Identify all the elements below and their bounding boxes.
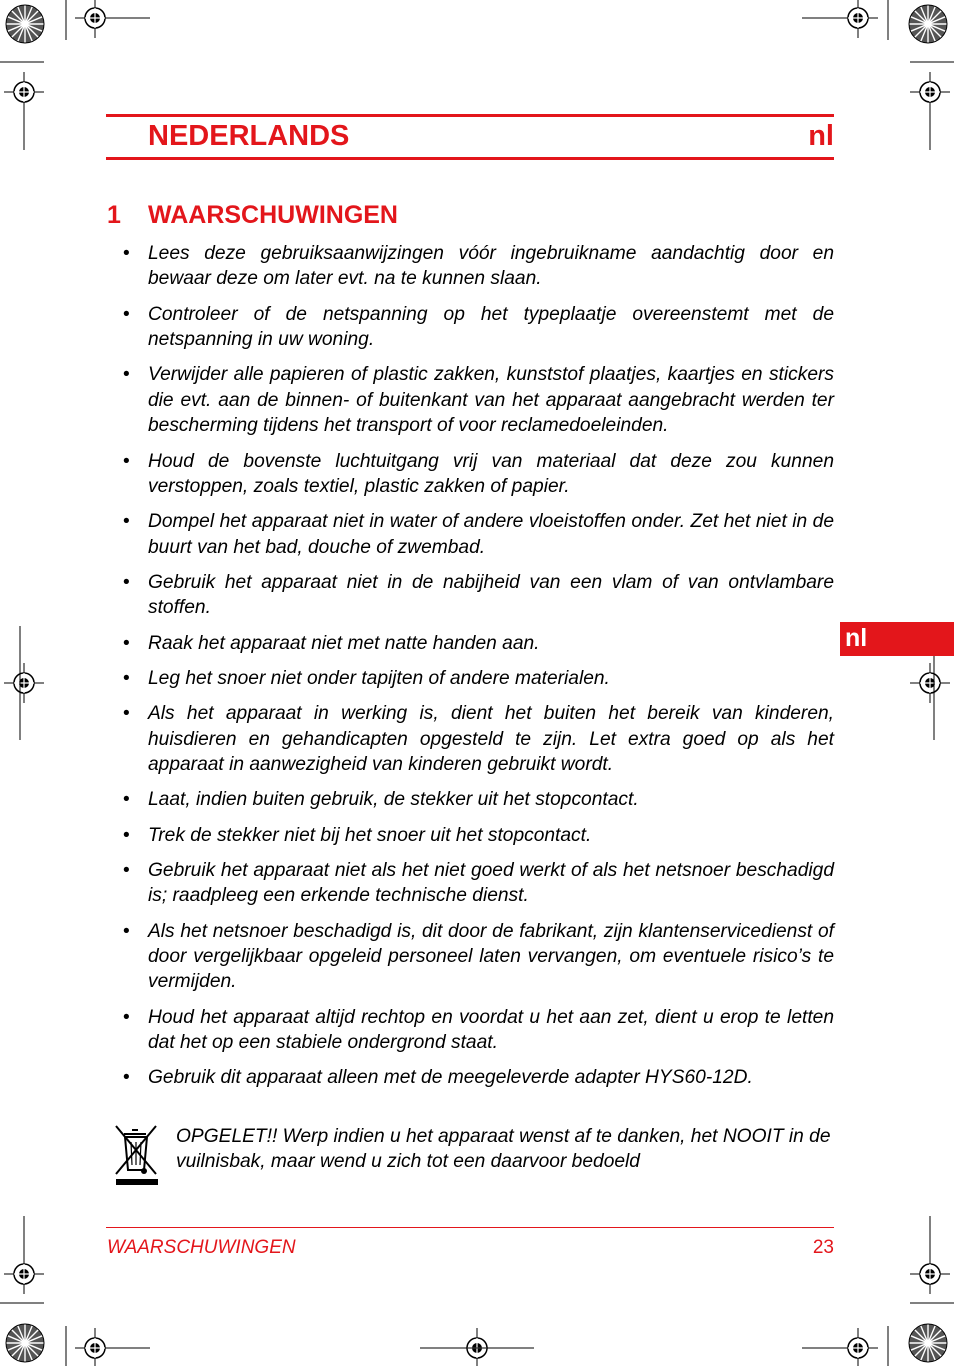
header-rule-top [106,114,834,117]
page-title: NEDERLANDS [148,120,350,152]
list-item: • Trek de stekker niet bij het snoer uit het stopcontact. [148,823,834,848]
list-item: • Als het apparaat in werking is, dient het buiten het bereik van kinderen, huisdieren en gehandicapten opgesteld te zijn. Let extra goed op als het apparaat in aanwezigheid van kinderen gebruikt wordt. [148,701,834,777]
footer-section-name: WAARSCHUWINGEN [107,1237,296,1258]
list-item: • Als het netsnoer beschadigd is, dit door de fabrikant, zijn klantenservicedienst of door vergelijkbaar opgeleid personeel laten vervangen, om eventuele risico’s te vermijden. [148,919,834,995]
list-item: • Gebruik dit apparaat alleen met de meegeleverde adapter HYS60-12D. [148,1065,834,1090]
list-item: • Laat, indien buiten gebruik, de stekker uit het stopcontact. [148,787,834,812]
list-item: • Houd het apparaat altijd rechtop en voordat u het aan zet, dient u erop te letten dat het op een stabiele ondergrond staat. [148,1005,834,1056]
side-tab-label: nl [845,624,868,652]
disposal-notice: OPGELET!! Werp indien u het apparaat wenst af te danken, het NOOIT in de vuilnisbak, maar wend u zich tot een daarvoor bedoeld [176,1126,831,1173]
crossed-out-wheelie-bin-icon [114,1124,160,1186]
list-item: • Raak het apparaat niet met natte handen aan. [148,631,834,656]
list-item: • Gebruik het apparaat niet als het niet goed werkt of als het netsnoer beschadigd is; raadpleeg een erkende technische dienst. [148,858,834,909]
header-rule-bottom [106,157,834,160]
list-item: • Controleer of de netspanning op het typeplaatje overeenstemt met de netspanning in uw woning. [148,302,834,353]
warnings-list [148,241,834,1101]
side-language-tab [840,622,954,656]
list-item: • Dompel het apparaat niet in water of andere vloeistoffen onder. Zet het niet in de buurt van het bad, douche of zwembad. [148,509,834,560]
section-title: WAARSCHUWINGEN [148,201,398,229]
section-heading [107,199,398,231]
language-code: nl [808,120,834,152]
list-item: • Gebruik het apparaat niet in de nabijheid van een vlam of van ontvlambare stoffen. [148,570,834,621]
section-number: 1 [107,201,121,229]
list-item: • Lees deze gebruiksaanwijzingen vóór ingebruikname aandachtig door en bewaar deze om later evt. na te kunnen slaan. [148,241,834,292]
footer-rule [106,1227,834,1228]
list-item: • Houd de bovenste luchtuitgang vrij van materiaal dat deze zou kunnen verstoppen, zoals textiel, plastic zakken of papier. [148,449,834,500]
page-number: 23 [812,1237,834,1258]
list-item: • Leg het snoer niet onder tapijten of andere materialen. [148,666,834,691]
list-item: • Verwijder alle papieren of plastic zakken, kunststof plaatjes, kaartjes en stickers die evt. aan de binnen- of buitenkant van het apparaat aangebracht werden ter bescherming tijdens het transport of voor reclamedoeleinden. [148,362,834,438]
